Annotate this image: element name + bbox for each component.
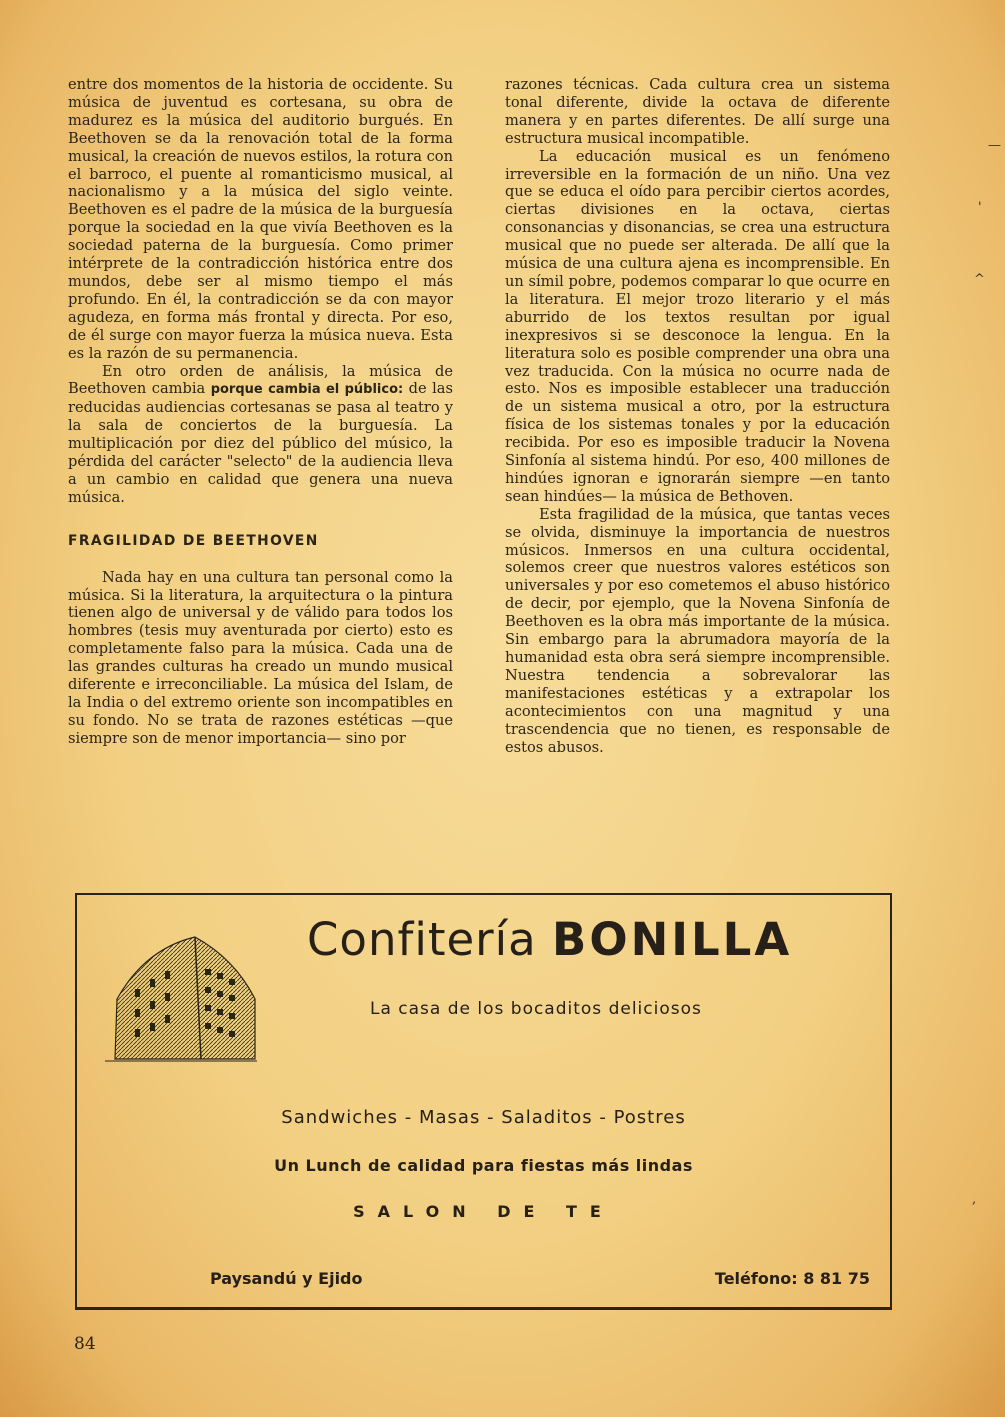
- ad-bottom-rule: [75, 1309, 892, 1310]
- left-paragraph-1: entre dos momentos de la historia de occidente. Su música de juventud es cortesana, su obra de madurez es la música del auditorio burgués. En Beethoven se da la renovación total de la forma musical, la creación de nuevos estilos, la rotura con el barroco, el puente al romanticismo musical, al nacionalismo y a la música del siglo veinte. Beethoven es el padre de la música de la burguesía porque la sociedad en la que vivía Beethoven es la sociedad paterna de la burguesía. Como primer intérprete de la contradicción histórica entre dos mundos, debe ser al mismo tiempo el más profundo. En él, la contradicción se da con mayor agudeza, en forma más frontal y directa. Por eso, de él surge con mayor fuerza la música nueva. Esta es la razón de su permanencia.: [68, 76, 453, 362]
- ad-slogan: La casa de los bocaditos deliciosos: [370, 999, 702, 1019]
- margin-mark-icon: ^: [974, 272, 985, 287]
- left-paragraph-3: Nada hay en una cultura tan personal como la música. Si la literatura, la arquitectura o la pintura tienen algo de universal y de válido para todos los hombres (tesis muy aventurada por cierto) esto es completamente falso para la música. Cada una de las grandes culturas ha creado un mundo musical diferente e irreconciliable. La música del Islam, de la India o del extremo oriente son incompatibles en su fondo. No se trata de razones estéticas —que siempre son de menor importancia— sino por: [68, 568, 453, 747]
- right-paragraph-2: La educación musical es un fenómeno irreversible en la formación de un niño. Una vez que se educa el oído para percibir ciertos acordes, ciertas divisiones en la octava, ciertas consonancias y disonancias, se crea una estructura musical que no puede ser alterada. De allí que la música de una cultura ajena es incomprensible. En un símil pobre, podemos comparar lo que ocurre en la literatura. El mejor trozo literario y el más aburrido de los textos resultan por igual inexpresivos si se desconoce la lengua. En la literatura solo es posible comprender una obra una vez traducida. Con la música no ocurre nada de esto. Nos es imposible establecer una traducción de un sistema musical a otro, por la estructura física de los sistemas tonales y por la educación recibida. Por eso es imposible traducir la Novena Sinfonía al sistema hindú. Por eso, 400 millones de hindúes ignoran e ignorarán siempre —en tanto sean hindúes— la música de Bethoven.: [505, 147, 890, 505]
- left-paragraph-2: [68, 363, 453, 507]
- ad-title-bold: BONILLA: [552, 913, 793, 966]
- ad-address: Paysandú y Ejido: [210, 1269, 363, 1288]
- section-heading: FRAGILIDAD DE BEETHOVEN: [68, 532, 319, 549]
- left-column: [68, 76, 453, 748]
- left-paragraph-2-bold: porque cambia el público:: [210, 382, 404, 398]
- ad-title: [307, 913, 792, 966]
- advertisement-box: [75, 893, 892, 1309]
- margin-mark-icon: —: [988, 138, 1001, 153]
- right-paragraph-1: razones técnicas. Cada cultura crea un sistema tonal diferente, divide la octava de diferente manera y en partes diferentes. De allí surge una estructura musical incompatible.: [505, 76, 890, 147]
- margin-mark-icon: ,: [972, 1192, 977, 1207]
- ad-phone: Teléfono: 8 81 75: [714, 1269, 870, 1288]
- left-paragraph-2-end: de las reducidas audiencias cortesanas se pasa al teatro y la sala de conciertos de la burguesía. La multiplicación por diez del público del músico, la pérdida del carácter "selecto" de la audiencia lleva a un cambio en calidad que genera una nueva música.: [68, 380, 453, 506]
- ad-title-light: Confitería: [307, 913, 553, 966]
- right-column: [505, 76, 890, 756]
- right-paragraph-3: Esta fragilidad de la música, que tantas veces se olvida, disminuye la importancia de nuestros músicos. Inmersos en una cultura occidental, solemos creer que nuestros valores estéticos son universales y por eso cometemos el abuso histórico de decir, por ejemplo, que la Novena Sinfonía de Beethoven es la obra más importante de la música. Sin embargo para la abrumadora mayoría de la humanidad esta obra será siempre incomprensible. Nuestra tendencia a sobrevalorar las manifestaciones estéticas y a extrapolar los acontecimientos con una magnitud y una trascendencia que no tienen, es responsable de estos abusos.: [505, 505, 890, 756]
- margin-mark-icon: ': [978, 200, 982, 215]
- left-paragraph-2-start: En otro orden de análisis, la música de Beethoven cambia: [68, 362, 453, 398]
- page-number: 84: [74, 1334, 96, 1354]
- ad-products: Sandwiches - Masas - Saladitos - Postres: [281, 1107, 686, 1128]
- building-illustration: [105, 929, 257, 1069]
- ad-salon-de-te: SALON DE TE: [353, 1202, 614, 1221]
- ad-lunch-tagline: Un Lunch de calidad para fiestas más lindas: [274, 1156, 693, 1175]
